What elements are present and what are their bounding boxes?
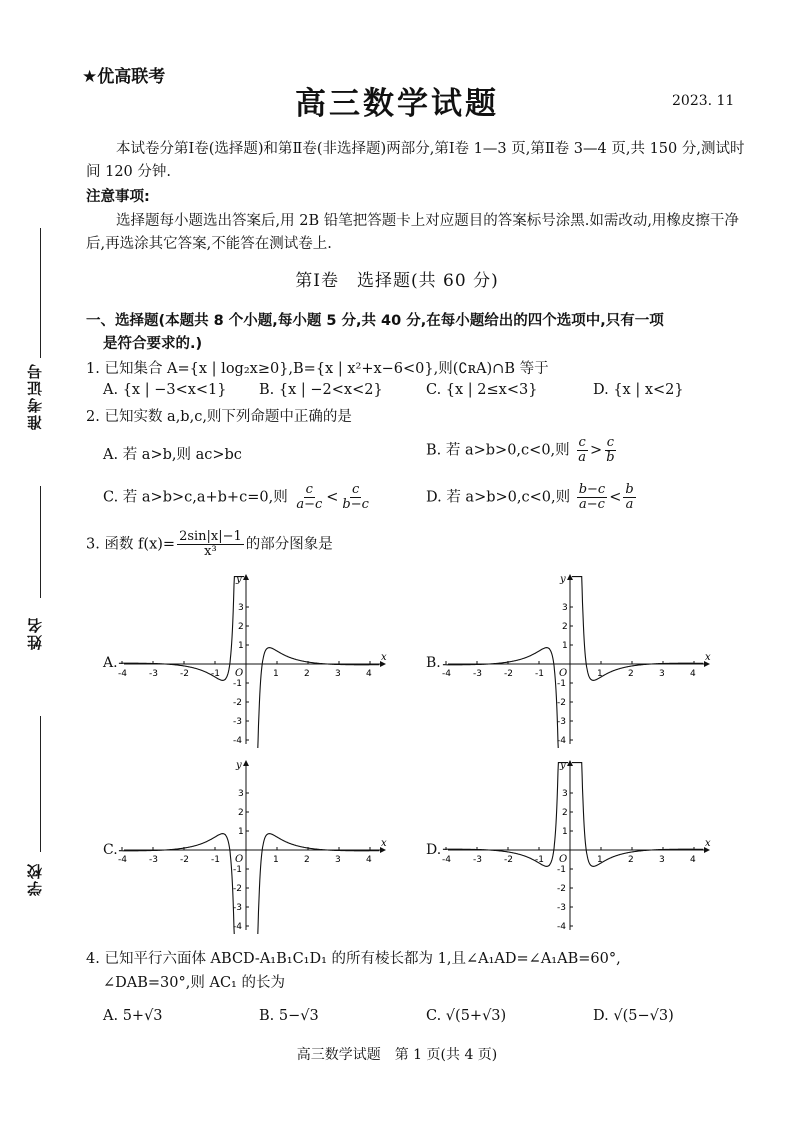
x-tick-label: 1 [597, 855, 603, 865]
q2-b-frac1-num: c [578, 435, 586, 450]
x-tick-label: -1 [535, 669, 544, 679]
function-curve-left [119, 577, 244, 681]
q2-b-frac1-den: a [578, 450, 587, 465]
y-tick-label: 1 [238, 827, 244, 837]
x-tick-label: -4 [118, 855, 127, 865]
y-tick-label: 1 [562, 827, 568, 837]
y-tick-label: -1 [233, 679, 242, 689]
q1-option-a: A. {x | −3<x<1} [103, 382, 227, 398]
x-tick-label: -4 [442, 855, 451, 865]
intro-text: 本试卷分第Ⅰ卷(选择题)和第Ⅱ卷(非选择题)两部分,第Ⅰ卷 1—3 页,第Ⅱ卷 3—4 页,共 150 分,测试时间 120 分钟. [86, 141, 745, 180]
q4-option-c: C. √(5+√3) [426, 1008, 507, 1024]
y-tick-label: -3 [557, 903, 566, 913]
origin-label: O [235, 854, 244, 865]
q2-c-frac2-num: c [352, 482, 360, 497]
section-title: 第Ⅰ卷 选择题(共 60 分) [295, 271, 499, 291]
x-tick-label: 3 [659, 669, 665, 679]
x-tick-label: 1 [597, 669, 603, 679]
q2-d-frac2-num: b [625, 482, 634, 497]
q2-d-op: < [609, 489, 622, 506]
y-axis-label: y [236, 760, 242, 771]
question-1 [86, 358, 766, 380]
q2-option-c [103, 483, 373, 512]
binding-line-1 [40, 228, 41, 358]
x-tick-label: -4 [442, 669, 451, 679]
y-axis-label: y [560, 574, 566, 585]
y-tick-label: -1 [557, 679, 566, 689]
q4-option-a: A. 5+√3 [103, 1008, 163, 1024]
x-tick-label: 4 [690, 669, 696, 679]
x-tick-label: 2 [304, 855, 310, 865]
x-tick-label: 2 [628, 669, 634, 679]
x-tick-label: 3 [335, 855, 341, 865]
q4-option-b: B. 5−√3 [259, 1008, 319, 1024]
q2-b-frac1 [576, 436, 588, 465]
q3-numerator: 2sin|x|−1 [179, 529, 242, 544]
function-curve-left [119, 834, 244, 934]
x-axis-label: x [705, 652, 711, 663]
function-curve-left [443, 648, 568, 748]
x-tick-label: -2 [504, 669, 513, 679]
x-tick-label: 1 [273, 669, 279, 679]
y-tick-label: -2 [557, 698, 566, 708]
y-tick-label: -4 [233, 922, 242, 932]
x-tick-label: -1 [211, 669, 220, 679]
y-tick-label: 2 [238, 808, 244, 818]
y-tick-label: 2 [562, 622, 568, 632]
y-tick-label: -4 [233, 736, 242, 746]
q3-label-d: D. [426, 842, 442, 858]
q2-d-frac2-den: a [625, 497, 634, 512]
x-tick-label: 4 [366, 669, 372, 679]
q3-graph-c [118, 758, 388, 934]
y-tick-label: -4 [557, 736, 566, 746]
y-axis-label: y [560, 760, 566, 771]
function-curve-right [248, 648, 379, 748]
y-tick-label: 3 [238, 789, 244, 799]
question-4-line1: 4. 已知平行六面体 ABCD-A₁B₁C₁D₁ 的所有棱长都为 1,且∠A₁AD=∠A₁AB=60°, [86, 951, 621, 967]
x-tick-label: -4 [118, 669, 127, 679]
y-tick-label: 2 [238, 622, 244, 632]
q3-post: 的部分图象是 [245, 536, 333, 553]
q2-option-c-text: C. 若 a>b>c,a+b+c=0,则 [103, 489, 288, 506]
q3-graph-a [118, 572, 388, 748]
q3-denominator: x³ [204, 544, 217, 559]
y-tick-label: 1 [562, 641, 568, 651]
y-tick-label: 3 [562, 603, 568, 613]
y-tick-label: -2 [233, 884, 242, 894]
x-tick-label: 2 [628, 855, 634, 865]
q1-option-b: B. {x | −2<x<2} [259, 382, 383, 398]
q3-pre: 3. 函数 f(x)= [86, 536, 176, 553]
q2-c-frac1-den: a−c [296, 497, 323, 512]
notes-text: 选择题每小题选出答案后,用 2B 铅笔把答题卡上对应题目的答案标号涂黑.如需改动,用橡皮擦干净后,再选涂其它答案,不能答在测试卷上. [86, 213, 739, 252]
q3-fraction [177, 530, 244, 559]
x-tick-label: 1 [273, 855, 279, 865]
x-tick-label: -2 [180, 855, 189, 865]
x-tick-label: -3 [149, 669, 158, 679]
y-tick-label: -3 [233, 903, 242, 913]
question-4-line2: ∠DAB=30°,则 AC₁ 的长为 [103, 975, 285, 991]
y-tick-label: -2 [233, 698, 242, 708]
y-axis-arrow [243, 760, 249, 766]
q2-option-b-text: B. 若 a>b>0,c<0,则 [426, 442, 570, 459]
origin-label: O [235, 668, 244, 679]
origin-label: O [559, 854, 568, 865]
q2-d-frac1 [577, 483, 608, 512]
q2-option-b [426, 436, 619, 465]
x-tick-label: 4 [690, 855, 696, 865]
x-tick-label: 4 [366, 855, 372, 865]
page-title: 高三数学试题 [295, 86, 499, 122]
x-axis-label: x [381, 652, 387, 663]
label-school: 学校 [26, 862, 44, 896]
q2-option-d-text: D. 若 a>b>0,c<0,则 [426, 489, 571, 506]
y-axis-label: y [236, 574, 242, 585]
label-exam-number: 准考证号 [26, 362, 44, 430]
part1-instructions-line1: 一、选择题(本题共 8 个小题,每小题 5 分,共 40 分,在每小题给出的四个选项中,只有一项 [86, 313, 664, 329]
question-3-stem [86, 530, 333, 559]
exam-brand: ★优高联考 [82, 67, 166, 87]
part1-instructions-line2: 是符合要求的.) [103, 336, 203, 352]
y-tick-label: -2 [557, 884, 566, 894]
notes-heading: 注意事项: [86, 189, 150, 205]
q3-label-a: A. [103, 655, 118, 671]
q2-b-frac2 [604, 436, 616, 465]
function-curve-right [572, 763, 703, 867]
y-tick-label: 3 [562, 789, 568, 799]
q3-label-b: B. [426, 655, 441, 671]
x-tick-label: -1 [535, 855, 544, 865]
q2-c-frac1-num: c [305, 482, 313, 497]
q2-c-frac2-den: b−c [342, 497, 369, 512]
q3-label-c: C. [103, 842, 118, 858]
q2-c-frac2 [340, 483, 371, 512]
y-tick-label: -4 [557, 922, 566, 932]
function-curve-left [443, 763, 568, 867]
q2-c-frac1 [294, 483, 324, 512]
question-2-stem: 2. 已知实数 a,b,c,则下列命题中正确的是 [86, 409, 352, 425]
q2-c-op: < [326, 489, 339, 506]
y-tick-label: 2 [562, 808, 568, 818]
q2-d-frac1-num: b−c [578, 482, 606, 497]
y-tick-label: -1 [233, 865, 242, 875]
y-tick-label: -1 [557, 865, 566, 875]
exam-date: 2023. 11 [672, 93, 735, 109]
q3-graph-d [442, 758, 712, 934]
function-curve-right [248, 834, 379, 934]
y-tick-label: 1 [238, 641, 244, 651]
q2-b-frac2-num: c [606, 435, 614, 450]
x-axis-label: x [381, 838, 387, 849]
q1-option-c: C. {x | 2≤x<3} [426, 382, 538, 398]
x-tick-label: -2 [504, 855, 513, 865]
x-tick-label: -2 [180, 669, 189, 679]
label-name: 姓名 [26, 616, 44, 650]
x-tick-label: 3 [659, 855, 665, 865]
q4-option-d: D. √(5−√3) [593, 1008, 674, 1024]
y-tick-label: -3 [233, 717, 242, 727]
x-tick-label: 3 [335, 669, 341, 679]
q2-option-d [426, 483, 638, 512]
y-tick-label: -3 [557, 717, 566, 727]
page-footer: 高三数学试题 第 1 页(共 4 页) [296, 1047, 498, 1063]
x-tick-label: 2 [304, 669, 310, 679]
function-curve-right [572, 577, 703, 681]
x-tick-label: -3 [473, 855, 482, 865]
origin-label: O [559, 668, 568, 679]
x-tick-label: -1 [211, 855, 220, 865]
x-axis-label: x [705, 838, 711, 849]
q3-graph-b [442, 572, 712, 748]
q2-b-frac2-den: b [606, 450, 615, 465]
x-tick-label: -3 [149, 855, 158, 865]
q2-b-op: > [590, 442, 603, 459]
q2-d-frac1-den: a−c [579, 497, 605, 512]
y-tick-label: 3 [238, 603, 244, 613]
binding-line-2 [40, 486, 41, 598]
q1-option-d: D. {x | x<2} [593, 382, 684, 398]
binding-line-3 [40, 716, 41, 852]
question-1-stem: 1. 已知集合 A={x | log₂x≥0},B={x | x²+x−6<0},则(∁ʀA)∩B 等于 [86, 361, 549, 377]
q2-d-frac2 [623, 483, 635, 512]
q2-option-a: A. 若 a>b,则 ac>bc [103, 447, 242, 463]
x-tick-label: -3 [473, 669, 482, 679]
